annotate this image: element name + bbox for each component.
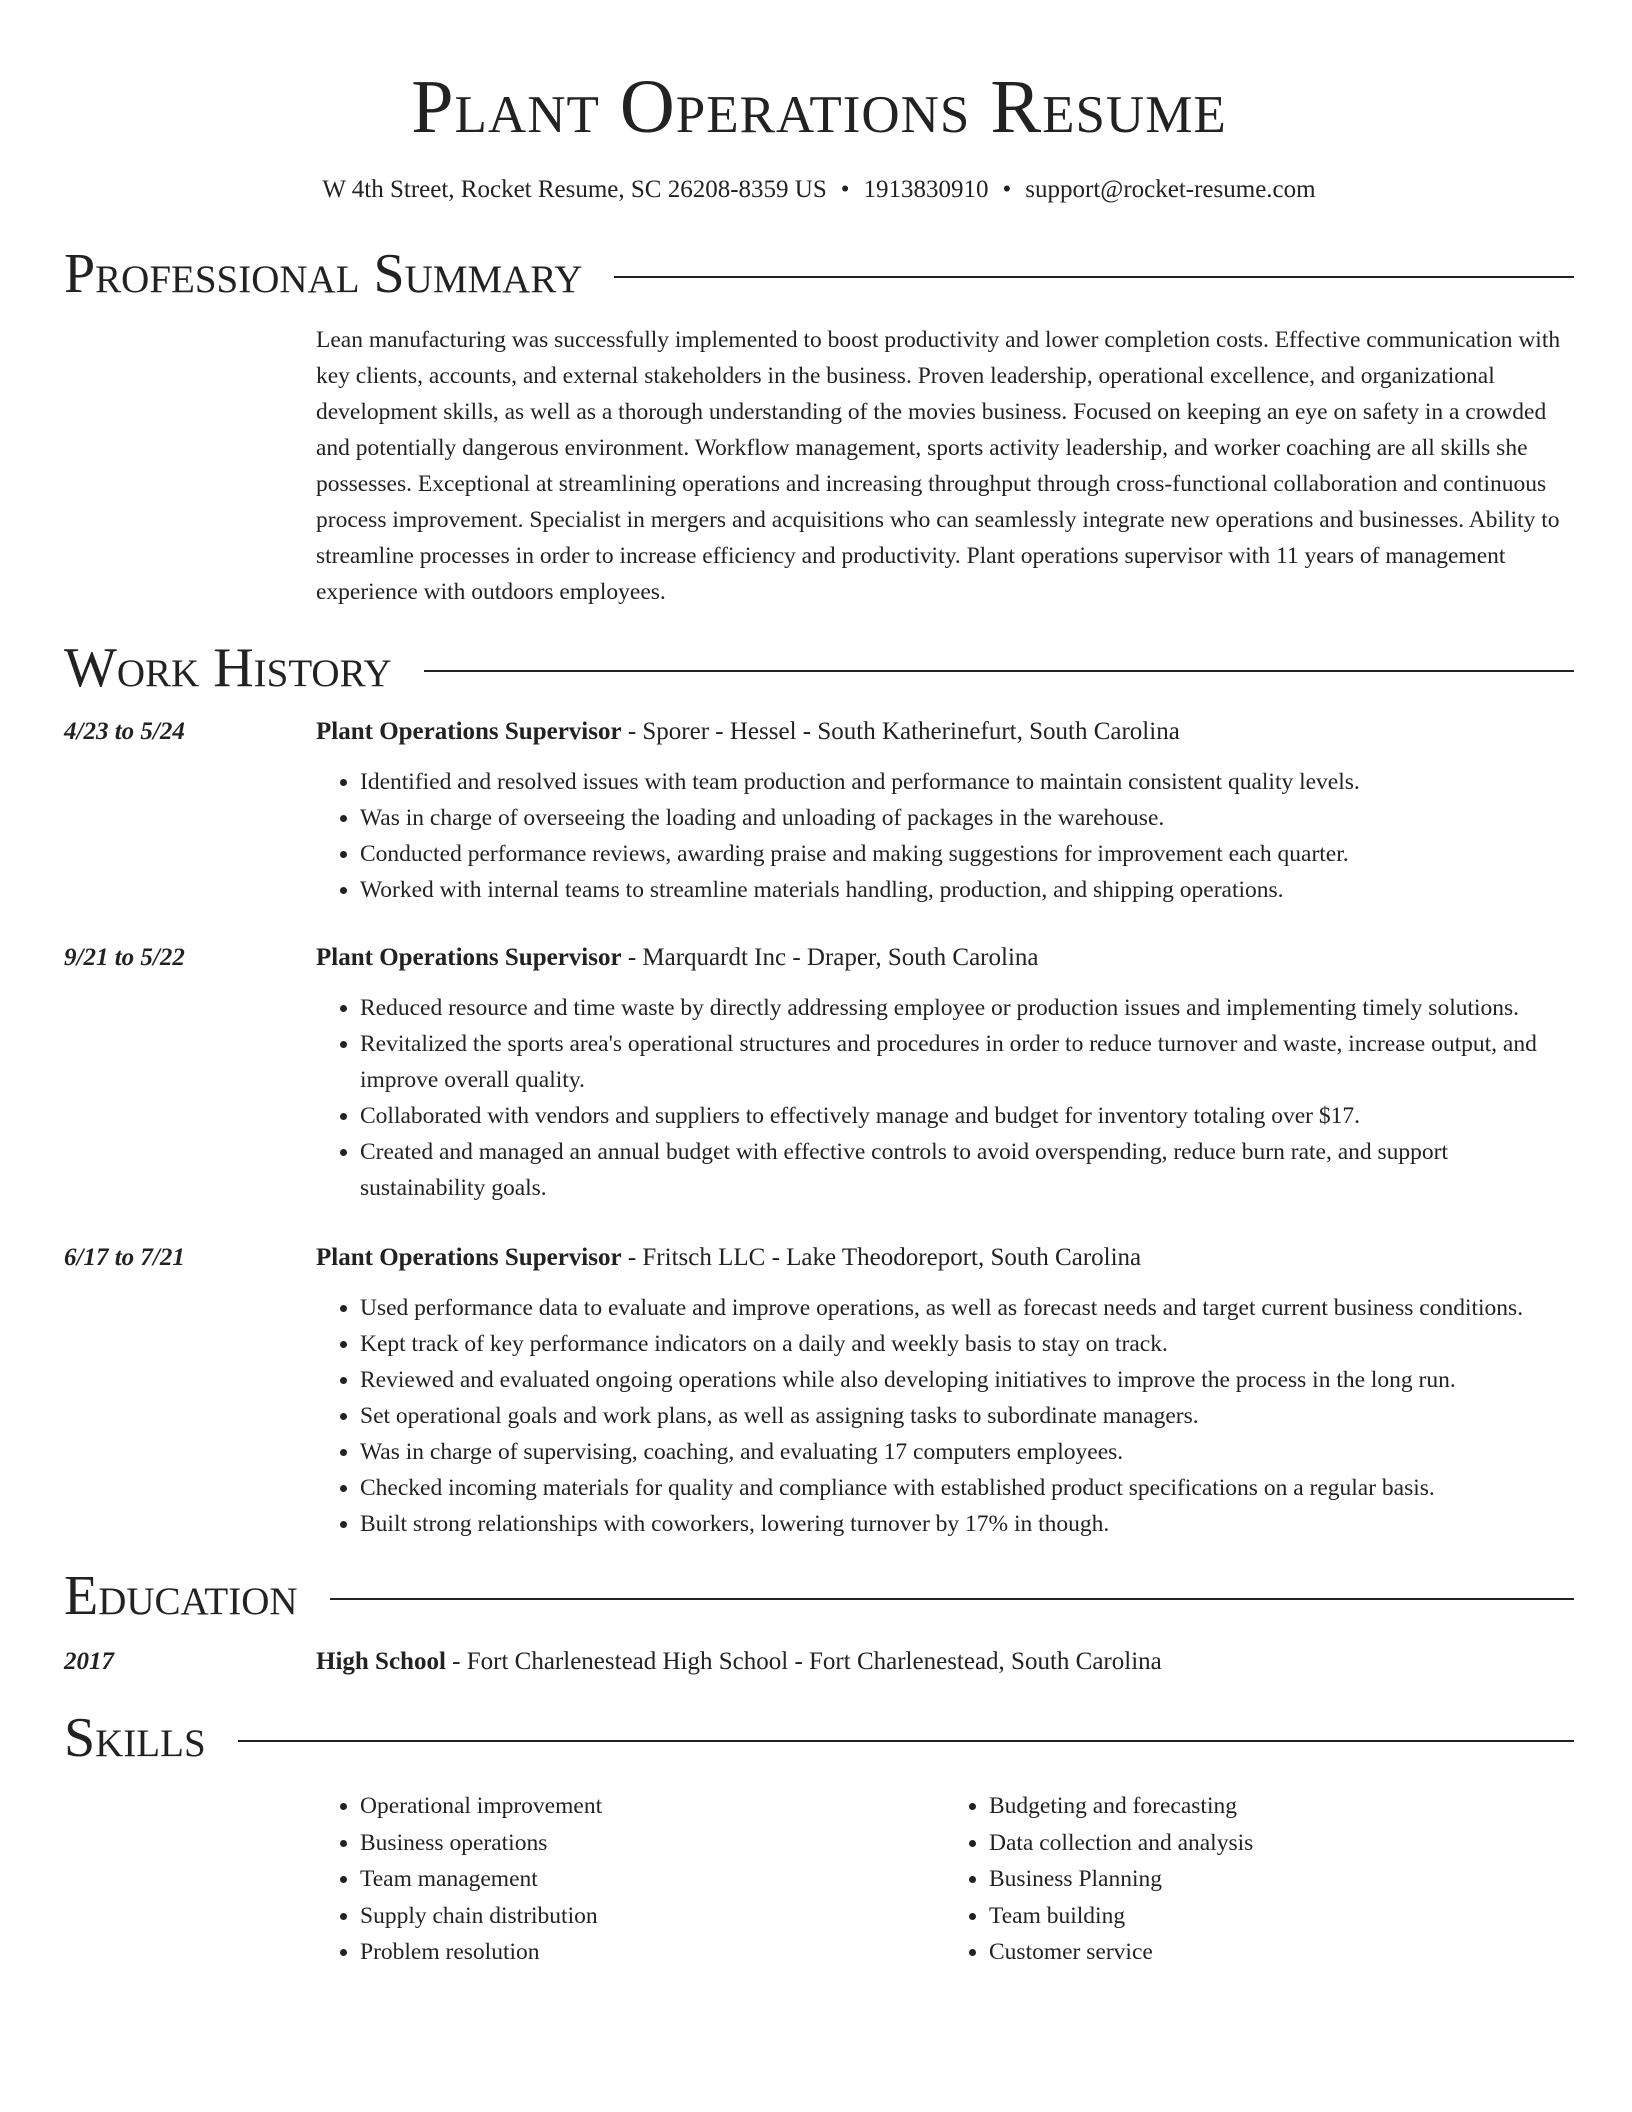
job-heading xyxy=(316,714,1574,750)
job-title: Plant Operations Supervisor xyxy=(316,1244,622,1271)
summary-text: Lean manufacturing was successfully implemented to boost productivity and lower completion costs. Effective communication with key clients, accounts, and external stakeholders in the business. Proven leadership, operational excellence, and organizational development skills, as well as a thorough understanding of the movies business. Focused on keeping an eye on safety in a crowded and potentially dangerous environment. Workflow management, sports activity leadership, and worker coaching are all skills she possesses. Exceptional at streamlining operations and increasing throughput through cross-functional collaboration and continuous process improvement. Specialist in mergers and acquisitions who can seamlessly integrate new operations and businesses. Ability to streamline processes in order to increase efficiency and productivity. Plant operations supervisor with 11 years of management experience with outdoors employees. xyxy=(316,327,1561,605)
skill-item: • Operational improvement xyxy=(360,1788,945,1825)
list-item: • Reviewed and evaluated ongoing operations while also developing initiatives to improve the process in the long run. xyxy=(360,1362,1574,1398)
skills-grid xyxy=(316,1788,1574,1971)
list-item: • Collaborated with vendors and suppliers to effectively manage and budget for inventory totaling over $17. xyxy=(360,1098,1574,1134)
work-history-section xyxy=(64,636,1574,1542)
section-divider xyxy=(238,1740,1574,1742)
list-item: • Revitalized the sports area's operational structures and procedures in order to reduce turnover and waste, increase output, and improve overall quality. xyxy=(360,1026,1574,1098)
job-bullets xyxy=(316,764,1574,908)
list-item: • Kept track of key performance indicators on a daily and weekly basis to stay on track. xyxy=(360,1326,1574,1362)
work-history-heading xyxy=(64,636,1574,700)
list-item: • Identified and resolved issues with team production and performance to maintain consistent quality levels. xyxy=(360,764,1574,800)
job-entry xyxy=(64,940,1574,1206)
summary-section xyxy=(64,242,1574,610)
skill-item: • Business Planning xyxy=(989,1861,1574,1898)
job-details: - Sporer - Hessel - South Katherinefurt, South Carolina xyxy=(621,718,1180,745)
job-body xyxy=(316,714,1574,908)
skills-column-left xyxy=(316,1788,945,1971)
contact-separator: • xyxy=(1002,176,1012,203)
skill-item: • Customer service xyxy=(989,1934,1574,1971)
job-entry xyxy=(64,1240,1574,1542)
list-item: • Used performance data to evaluate and improve operations, as well as forecast needs and target current business conditions. xyxy=(360,1290,1574,1326)
education-degree: High School xyxy=(316,1648,446,1675)
skills-heading-text: Skills xyxy=(64,1707,206,1769)
job-heading xyxy=(316,940,1574,976)
skill-item: • Team building xyxy=(989,1898,1574,1935)
job-body xyxy=(316,1240,1574,1542)
job-title: Plant Operations Supervisor xyxy=(316,944,622,971)
job-body xyxy=(316,940,1574,1206)
contact-line xyxy=(64,174,1574,206)
list-item: • Checked incoming materials for quality and compliance with established product specifications on a regular basis. xyxy=(360,1470,1574,1506)
skill-item: • Problem resolution xyxy=(360,1934,945,1971)
list-item: • Was in charge of overseeing the loading and unloading of packages in the warehouse. xyxy=(360,800,1574,836)
skills-heading xyxy=(64,1706,1574,1770)
list-item: • Created and managed an annual budget with effective controls to avoid overspending, reduce burn rate, and support sustainability goals. xyxy=(360,1134,1574,1206)
job-bullets xyxy=(316,990,1574,1206)
job-details: - Marquardt Inc - Draper, South Carolina xyxy=(621,944,1039,971)
skills-column-right xyxy=(945,1788,1574,1971)
work-history-heading-text: Work History xyxy=(64,637,392,699)
contact-address: W 4th Street, Rocket Resume, SC 26208-8359 US xyxy=(322,176,827,203)
list-item: • Set operational goals and work plans, as well as assigning tasks to subordinate managers. xyxy=(360,1398,1574,1434)
section-divider xyxy=(424,670,1574,672)
job-entry xyxy=(64,714,1574,908)
education-heading xyxy=(64,1564,1574,1628)
skill-item: • Supply chain distribution xyxy=(360,1898,945,1935)
section-divider xyxy=(614,276,1574,278)
education-section xyxy=(64,1564,1574,1680)
skill-item: • Business operations xyxy=(360,1825,945,1862)
summary-heading-text: Professional Summary xyxy=(64,243,583,305)
list-item: • Built strong relationships with coworkers, lowering turnover by 17% in though. xyxy=(360,1506,1574,1542)
contact-email: support@rocket-resume.com xyxy=(1025,176,1316,203)
skill-item: • Team management xyxy=(360,1861,945,1898)
job-dates: 9/21 to 5/22 xyxy=(64,944,185,971)
job-dates: 4/23 to 5/24 xyxy=(64,718,185,745)
education-details: - Fort Charlenestead High School - Fort Charlenestead, South Carolina xyxy=(445,1648,1162,1675)
education-heading-text: Education xyxy=(64,1565,298,1627)
job-bullets xyxy=(316,1290,1574,1542)
skill-item: • Budgeting and forecasting xyxy=(989,1788,1574,1825)
list-item: • Worked with internal teams to streamline materials handling, production, and shipping operations. xyxy=(360,872,1574,908)
contact-phone: 1913830910 xyxy=(863,176,989,203)
list-item: • Conducted performance reviews, awarding praise and making suggestions for improvement each quarter. xyxy=(360,836,1574,872)
list-item: • Was in charge of supervising, coaching, and evaluating 17 computers employees. xyxy=(360,1434,1574,1470)
section-divider xyxy=(330,1598,1574,1600)
job-dates: 6/17 to 7/21 xyxy=(64,1244,185,1271)
skills-section xyxy=(64,1706,1574,1971)
job-details: - Fritsch LLC - Lake Theodoreport, South Carolina xyxy=(621,1244,1142,1271)
education-year: 2017 xyxy=(64,1648,114,1675)
education-heading-line xyxy=(316,1644,1574,1680)
job-title: Plant Operations Supervisor xyxy=(316,718,622,745)
list-item: • Reduced resource and time waste by directly addressing employee or production issues and implementing timely solutions. xyxy=(360,990,1574,1026)
summary-heading xyxy=(64,242,1574,306)
education-entry xyxy=(64,1644,1574,1680)
job-heading xyxy=(316,1240,1574,1276)
skill-item: • Data collection and analysis xyxy=(989,1825,1574,1862)
resume-page xyxy=(64,0,1574,1971)
contact-separator: • xyxy=(840,176,850,203)
resume-title: Plant Operations Resume xyxy=(411,65,1227,149)
